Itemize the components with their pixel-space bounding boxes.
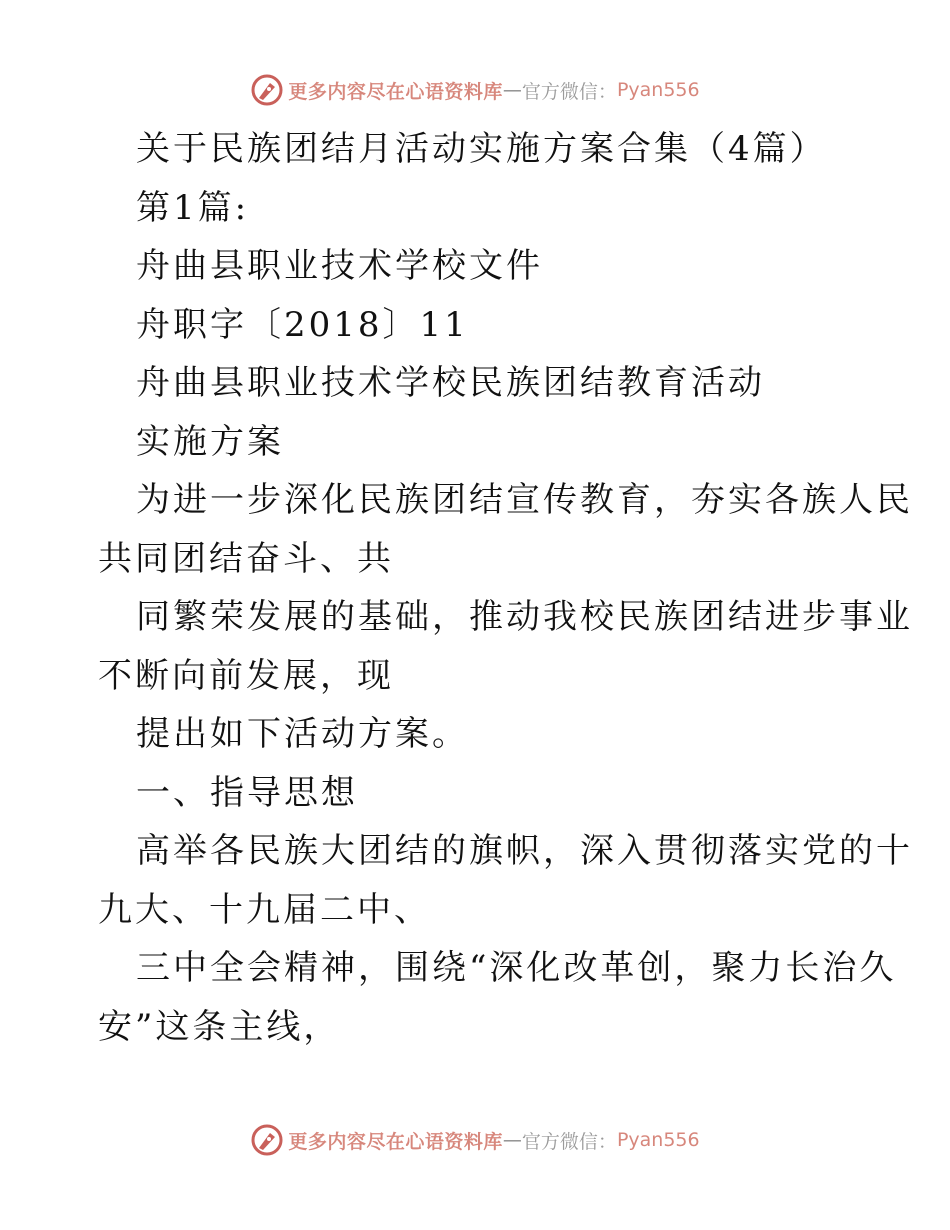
watermark-wechat-id: Pyan556 xyxy=(616,79,700,101)
watermark-dash: — xyxy=(502,79,522,101)
issuer-line: 舟曲县职业技术学校文件 xyxy=(136,246,543,286)
paragraph-line: 三中全会精神，围绕“深化改革创，聚力长治久 xyxy=(136,948,897,988)
paragraph-line: 高举各民族大团结的旗帜，深入贯彻落实党的十 xyxy=(136,831,913,871)
pen-nib-logo-icon xyxy=(250,73,284,107)
paragraph-line: 安”这条主线， xyxy=(98,1006,341,1047)
top-watermark-banner xyxy=(0,70,950,110)
pen-nib-logo-icon xyxy=(250,1123,284,1157)
document-body xyxy=(98,120,913,1056)
watermark-sub-text: 官方微信： xyxy=(521,80,617,103)
paragraph-line: 同繁荣发展的基础，推动我校民族团结进步事业 xyxy=(136,597,913,637)
paragraph-line: 九大、十九届二中、 xyxy=(98,889,431,930)
watermark-main-text: 更多内容尽在心语资料库 xyxy=(288,1130,503,1153)
section-label: 第1篇: xyxy=(136,187,250,228)
paragraph-line: 共同团结奋斗、共 xyxy=(98,538,394,579)
paragraph-line: 提出如下活动方案。 xyxy=(136,714,469,754)
document-number: 舟职字〔2018〕11 xyxy=(136,304,469,345)
watermark-dash: — xyxy=(502,1129,522,1151)
paragraph-line: 为进一步深化民族团结宣传教育，夯实各族人民 xyxy=(136,480,913,520)
watermark-wechat-id: Pyan556 xyxy=(616,1129,700,1151)
document-title: 关于民族团结月活动实施方案合集（4篇） xyxy=(136,129,827,169)
plan-title-line: 实施方案 xyxy=(136,421,284,462)
bottom-watermark-banner xyxy=(0,1120,950,1160)
plan-title-line: 舟曲县职业技术学校民族团结教育活动 xyxy=(136,363,765,403)
watermark-sub-text: 官方微信： xyxy=(521,1130,617,1153)
watermark-main-text: 更多内容尽在心语资料库 xyxy=(288,80,503,103)
paragraph-line: 不断向前发展，现 xyxy=(98,655,394,696)
section-heading: 一、指导思想 xyxy=(136,772,358,813)
